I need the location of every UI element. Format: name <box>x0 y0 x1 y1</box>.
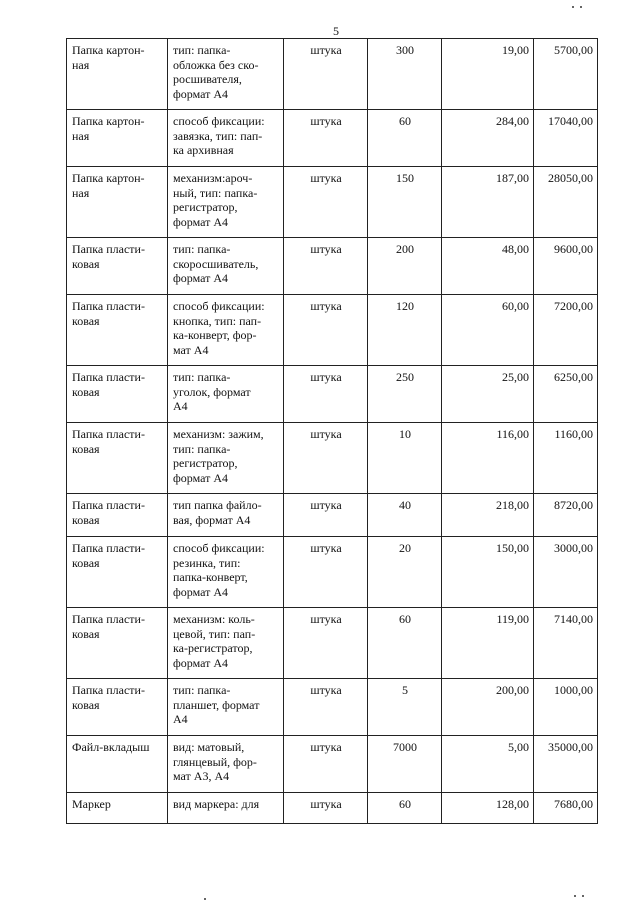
item-description-cell-line: вид маркера: для <box>173 797 260 811</box>
item-description-cell-line: тип: папка- <box>173 370 231 384</box>
item-description-cell-line: тип: папка- <box>173 242 231 256</box>
quantity-cell: 40 <box>368 494 442 537</box>
item-name-cell-line: Папка пласти- <box>72 541 145 555</box>
item-description-cell-line: росшивателя, <box>173 72 242 86</box>
price-cell: 48,00 <box>442 238 534 295</box>
price-cell: 19,00 <box>442 39 534 110</box>
table-row <box>67 295 598 366</box>
item-description-cell-line: механизм: коль- <box>173 612 255 626</box>
item-description-cell-line: тип папка файло- <box>173 498 262 512</box>
item-description-cell-line: способ фиксации: <box>173 541 265 555</box>
item-name-cell-line: ковая <box>72 697 100 712</box>
item-description-cell-line: способ фиксации: <box>173 114 265 128</box>
item-name-cell-line: ковая <box>72 384 100 399</box>
price-cell: 128,00 <box>442 793 534 824</box>
item-description-cell-line: формат А4 <box>173 271 229 285</box>
item-name-cell-line: Папка пласти- <box>72 242 145 256</box>
unit-cell: штука <box>284 238 368 295</box>
price-cell: 25,00 <box>442 366 534 423</box>
total-cell: 1160,00 <box>534 423 598 494</box>
scan-speck <box>574 895 576 897</box>
total-cell: 7140,00 <box>534 608 598 679</box>
table-row <box>67 423 598 494</box>
item-description-cell-line: вид: матовый, <box>173 740 245 754</box>
quantity-cell: 60 <box>368 793 442 824</box>
quantity-cell: 5 <box>368 679 442 736</box>
goods-table-body <box>67 39 598 824</box>
unit-cell: штука <box>284 423 368 494</box>
item-description-cell-line: способ фиксации: <box>173 299 265 313</box>
item-name-cell-line: Папка картон- <box>72 171 145 185</box>
item-description-cell-line: завязка, тип: пап- <box>173 128 263 143</box>
table-row <box>67 494 598 537</box>
item-description-cell <box>168 537 284 608</box>
quantity-cell: 250 <box>368 366 442 423</box>
table-row <box>67 537 598 608</box>
scan-speck <box>580 6 582 8</box>
item-name-cell <box>67 366 168 423</box>
item-description-cell <box>168 608 284 679</box>
item-description-cell-line: формат А4 <box>173 214 229 229</box>
table-row <box>67 167 598 238</box>
item-description-cell-line: резинка, тип: <box>173 555 241 570</box>
item-name-cell <box>67 679 168 736</box>
table-row <box>67 39 598 110</box>
unit-cell: штука <box>284 366 368 423</box>
total-cell: 6250,00 <box>534 366 598 423</box>
item-name-cell-line: ная <box>72 185 90 200</box>
item-name-cell <box>67 537 168 608</box>
item-description-cell-line: глянцевый, фор- <box>173 754 257 769</box>
item-description-cell-line: тип: папка- <box>173 43 231 57</box>
item-name-cell <box>67 39 168 110</box>
price-cell: 116,00 <box>442 423 534 494</box>
item-name-cell <box>67 793 168 824</box>
item-name-cell-line: Маркер <box>72 797 111 811</box>
item-name-cell <box>67 608 168 679</box>
item-description-cell <box>168 366 284 423</box>
goods-table <box>66 38 598 824</box>
table-row <box>67 238 598 295</box>
total-cell: 7200,00 <box>534 295 598 366</box>
unit-cell: штука <box>284 736 368 793</box>
item-description-cell-line: регистратор, <box>173 200 238 214</box>
quantity-cell: 60 <box>368 608 442 679</box>
item-description-cell-line: обложка без ско- <box>173 57 259 72</box>
item-description-cell-line: вая, формат А4 <box>173 512 251 527</box>
item-description-cell-line: скоросшиватель, <box>173 256 259 271</box>
item-description-cell-line: мат А4 <box>173 342 209 357</box>
scan-speck <box>204 898 206 900</box>
total-cell: 1000,00 <box>534 679 598 736</box>
table-row <box>67 608 598 679</box>
price-cell: 5,00 <box>442 736 534 793</box>
item-description-cell-line: цевой, тип: пап- <box>173 626 256 641</box>
item-name-cell-line: Папка пласти- <box>72 498 145 512</box>
item-description-cell-line: ка-конверт, фор- <box>173 328 257 342</box>
quantity-cell: 20 <box>368 537 442 608</box>
item-name-cell <box>67 423 168 494</box>
item-name-cell-line: Файл-вкладыш <box>72 740 150 754</box>
scan-speck <box>572 6 574 8</box>
item-description-cell-line: ка-регистратор, <box>173 641 253 655</box>
item-description-cell <box>168 736 284 793</box>
item-description-cell <box>168 423 284 494</box>
item-name-cell-line: Папка картон- <box>72 43 145 57</box>
item-description-cell-line: формат А4 <box>173 584 229 599</box>
item-description-cell-line: папка-конверт, <box>173 570 248 584</box>
item-description-cell-line: А4 <box>173 399 188 413</box>
item-description-cell-line: мат А3, А4 <box>173 769 230 783</box>
quantity-cell: 7000 <box>368 736 442 793</box>
item-description-cell-line: формат А4 <box>173 655 229 670</box>
item-description-cell-line: уголок, формат <box>173 384 251 399</box>
price-cell: 200,00 <box>442 679 534 736</box>
item-name-cell-line: Папка пласти- <box>72 299 145 313</box>
total-cell: 17040,00 <box>534 110 598 167</box>
quantity-cell: 10 <box>368 423 442 494</box>
item-name-cell-line: ная <box>72 57 90 72</box>
item-description-cell <box>168 679 284 736</box>
item-description-cell-line: механизм: зажим, <box>173 427 264 441</box>
item-name-cell <box>67 238 168 295</box>
page-number: 5 <box>333 24 339 38</box>
item-name-cell <box>67 167 168 238</box>
item-name-cell-line: Папка пласти- <box>72 683 145 697</box>
total-cell: 5700,00 <box>534 39 598 110</box>
item-name-cell-line: Папка пласти- <box>72 370 145 384</box>
item-description-cell-line: тип: папка- <box>173 683 231 697</box>
item-name-cell-line: Папка пласти- <box>72 612 145 626</box>
table-row <box>67 366 598 423</box>
quantity-cell: 150 <box>368 167 442 238</box>
quantity-cell: 200 <box>368 238 442 295</box>
item-description-cell <box>168 167 284 238</box>
unit-cell: штука <box>284 167 368 238</box>
item-description-cell-line: ка архивная <box>173 143 234 157</box>
item-description-cell-line: формат А4 <box>173 86 229 101</box>
item-name-cell <box>67 295 168 366</box>
item-description-cell-line: кнопка, тип: пап- <box>173 313 262 328</box>
table-row <box>67 679 598 736</box>
item-description-cell <box>168 793 284 824</box>
price-cell: 119,00 <box>442 608 534 679</box>
unit-cell: штука <box>284 110 368 167</box>
item-name-cell <box>67 494 168 537</box>
item-description-cell <box>168 494 284 537</box>
unit-cell: штука <box>284 537 368 608</box>
item-description-cell-line: регистратор, <box>173 456 238 470</box>
unit-cell: штука <box>284 494 368 537</box>
item-name-cell-line: Папка картон- <box>72 114 145 128</box>
item-name-cell-line: ковая <box>72 512 100 527</box>
price-cell: 60,00 <box>442 295 534 366</box>
item-name-cell-line: ковая <box>72 256 100 271</box>
item-name-cell-line: ковая <box>72 555 100 570</box>
item-name-cell-line: ковая <box>72 441 100 456</box>
item-name-cell-line: ковая <box>72 626 100 641</box>
item-name-cell <box>67 110 168 167</box>
unit-cell: штука <box>284 295 368 366</box>
table-row <box>67 736 598 793</box>
item-description-cell-line: ный, тип: папка- <box>173 185 258 200</box>
item-name-cell <box>67 736 168 793</box>
price-cell: 284,00 <box>442 110 534 167</box>
item-description-cell <box>168 39 284 110</box>
item-description-cell-line: тип: папка- <box>173 441 231 456</box>
total-cell: 35000,00 <box>534 736 598 793</box>
item-name-cell-line: Папка пласти- <box>72 427 145 441</box>
price-cell: 218,00 <box>442 494 534 537</box>
item-description-cell <box>168 110 284 167</box>
table-row <box>67 793 598 824</box>
item-description-cell-line: планшет, формат <box>173 697 260 712</box>
quantity-cell: 300 <box>368 39 442 110</box>
item-description-cell <box>168 238 284 295</box>
item-name-cell-line: ная <box>72 128 90 143</box>
unit-cell: штука <box>284 608 368 679</box>
total-cell: 8720,00 <box>534 494 598 537</box>
total-cell: 28050,00 <box>534 167 598 238</box>
item-description-cell-line: формат А4 <box>173 470 229 485</box>
quantity-cell: 120 <box>368 295 442 366</box>
item-description-cell-line: А4 <box>173 712 188 726</box>
price-cell: 187,00 <box>442 167 534 238</box>
price-cell: 150,00 <box>442 537 534 608</box>
unit-cell: штука <box>284 793 368 824</box>
item-name-cell-line: ковая <box>72 313 100 328</box>
total-cell: 7680,00 <box>534 793 598 824</box>
unit-cell: штука <box>284 679 368 736</box>
item-description-cell <box>168 295 284 366</box>
table-row <box>67 110 598 167</box>
item-description-cell-line: механизм:ароч- <box>173 171 253 185</box>
unit-cell: штука <box>284 39 368 110</box>
quantity-cell: 60 <box>368 110 442 167</box>
scan-speck <box>582 895 584 897</box>
total-cell: 3000,00 <box>534 537 598 608</box>
total-cell: 9600,00 <box>534 238 598 295</box>
